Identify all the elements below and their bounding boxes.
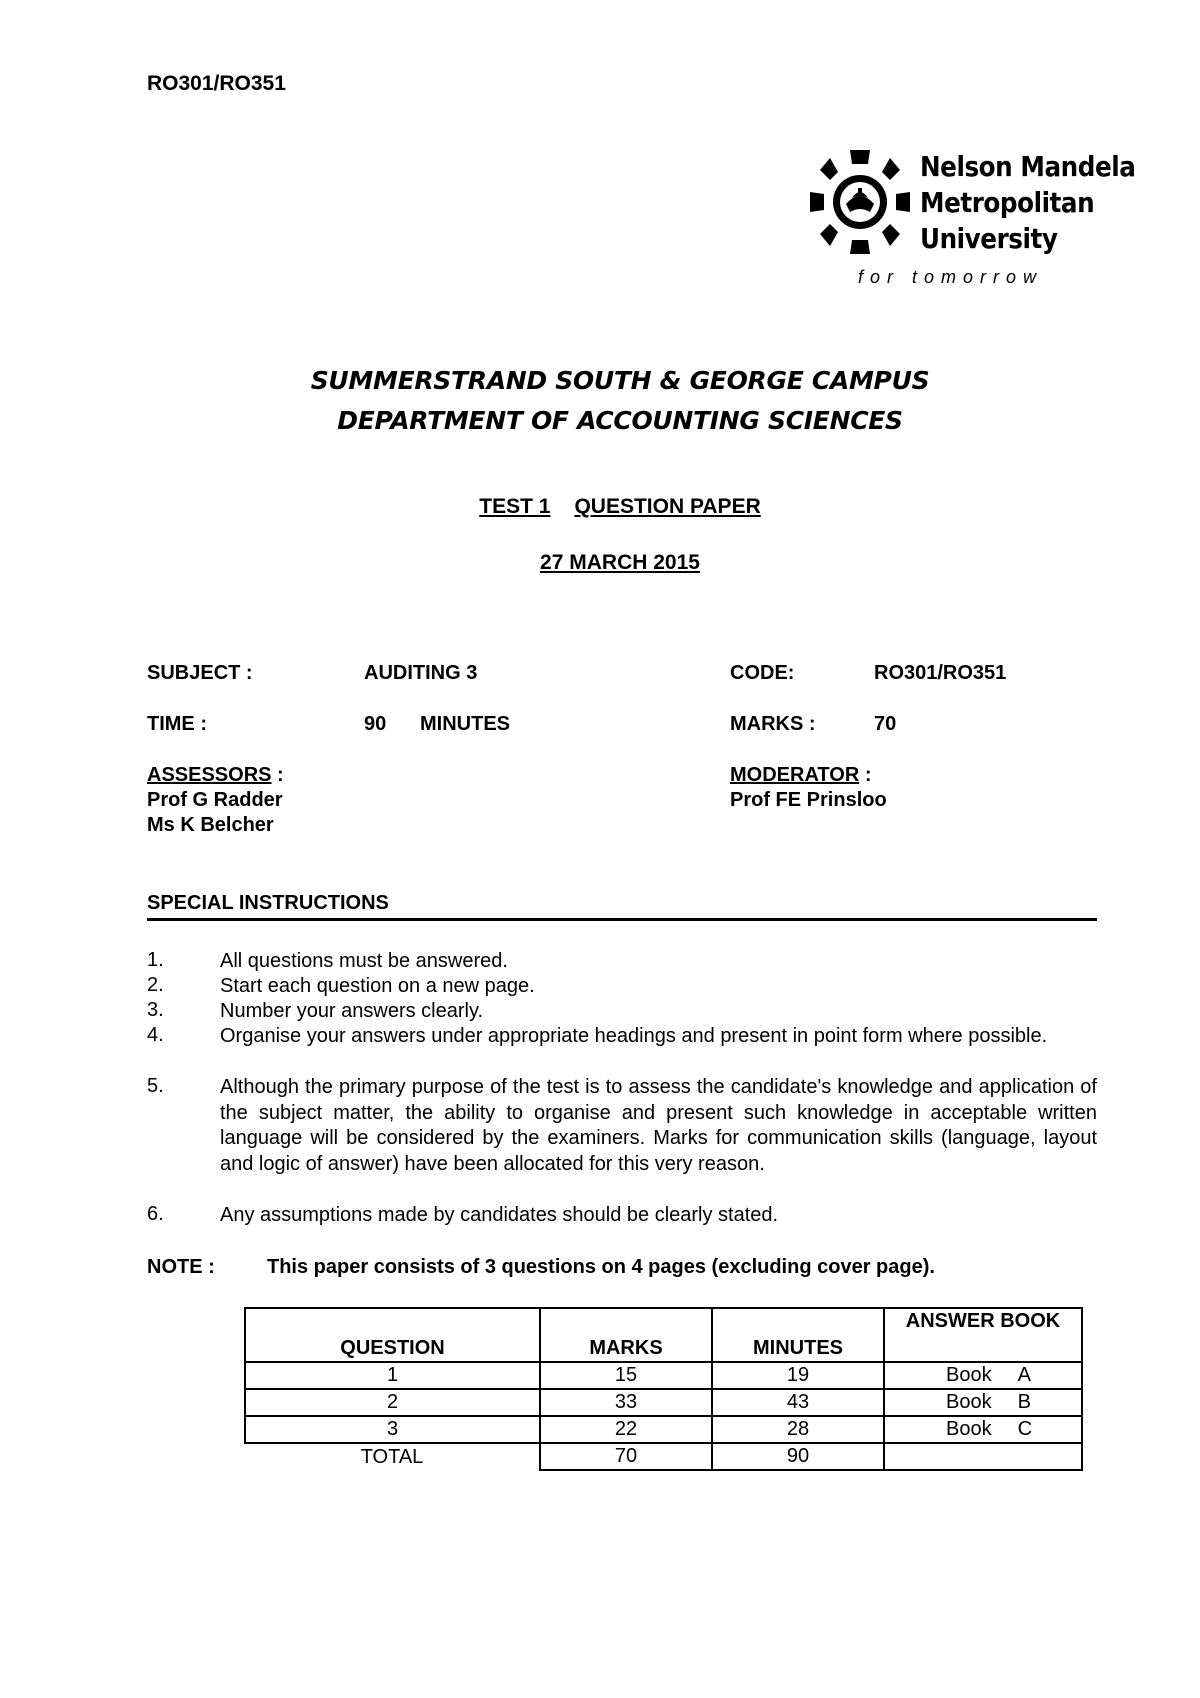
logo-line-3: University — [920, 222, 1058, 255]
marks-cell: 33 — [540, 1389, 712, 1416]
marks-column-header: MARKS — [540, 1308, 712, 1362]
book-word: Book — [946, 1418, 992, 1440]
department-heading: DEPARTMENT OF ACCOUNTING SCIENCES — [337, 406, 903, 435]
test-title — [0, 495, 1200, 519]
moderator-name: Prof FE Prinsloo — [730, 789, 887, 811]
total-label: TOTAL — [360, 1445, 424, 1468]
total-marks: 70 — [540, 1443, 712, 1470]
instruction-text: Any assumptions made by candidates should be clearly stated. — [220, 1204, 779, 1226]
paper-code-header: RO301/RO351 — [147, 72, 286, 95]
section-divider — [147, 918, 1097, 921]
test-paper-type: QUESTION PAPER — [574, 495, 761, 518]
note-label: NOTE : — [147, 1256, 215, 1278]
logo-line-1: Nelson Mandela — [920, 150, 1136, 183]
marks-cell: 22 — [540, 1416, 712, 1443]
answer-book-column-header: ANSWER BOOK — [884, 1308, 1082, 1362]
note-text: This paper consists of 3 questions on 4 pages (excluding cover page). — [267, 1256, 935, 1278]
instruction-text: Start each question on a new page. — [220, 975, 535, 997]
university-logo — [810, 145, 1136, 295]
answer-book-cell — [884, 1362, 1082, 1389]
time-label: TIME : — [147, 713, 207, 735]
table-total-row — [245, 1443, 1082, 1470]
assessors-label: ASSESSORS — [147, 764, 272, 786]
test-date-text: 27 MARCH 2015 — [540, 551, 700, 574]
test-number: TEST 1 — [479, 495, 551, 518]
instruction-text: All questions must be answered. — [220, 950, 508, 972]
minutes-cell: 43 — [712, 1389, 884, 1416]
moderator-colon: : — [859, 764, 872, 786]
question-cell: 3 — [245, 1416, 540, 1443]
assessors-heading — [147, 764, 284, 787]
moderator-heading — [730, 764, 871, 787]
logo-line-2: Metropolitan — [920, 186, 1095, 219]
campus-heading: SUMMERSTRAND SOUTH & GEORGE CAMPUS — [310, 366, 930, 395]
code-label: CODE: — [730, 662, 795, 684]
moderator-label: MODERATOR — [730, 764, 860, 786]
question-cell: 2 — [245, 1389, 540, 1416]
table-row — [245, 1389, 1082, 1416]
marks-allocation-table — [244, 1307, 1083, 1471]
instruction-text: Although the primary purpose of the test is to assess the candidate's knowledge and application of the subject matter, the ability to organise and present such knowledge in acceptable written language will be considered by the examiners. Marks for communication skills (language, layout and logic of answer) have been allocated for this very reason. — [220, 1076, 1097, 1175]
table-row — [245, 1362, 1082, 1389]
total-answer-book — [884, 1443, 1082, 1470]
instruction-number: 2. — [147, 974, 164, 996]
table-header-row — [245, 1308, 1082, 1362]
table-row — [245, 1416, 1082, 1443]
test-date — [0, 551, 1200, 575]
book-word: Book — [946, 1391, 992, 1413]
instruction-text: Number your answers clearly. — [220, 1000, 484, 1022]
minutes-cell: 19 — [712, 1362, 884, 1389]
special-instructions-title: SPECIAL INSTRUCTIONS — [147, 892, 389, 914]
book-letter: C — [1017, 1418, 1033, 1440]
instruction-text: Organise your answers under appropriate headings and present in point form where possible. — [220, 1025, 1048, 1047]
answer-book-cell — [884, 1389, 1082, 1416]
logo-tagline: for tomorrow — [858, 267, 1044, 287]
instruction-number: 3. — [147, 999, 164, 1021]
marks-value: 70 — [874, 713, 897, 735]
book-word: Book — [946, 1364, 992, 1386]
answer-book-cell — [884, 1416, 1082, 1443]
minutes-column-header: MINUTES — [712, 1308, 884, 1362]
assessor-name: Prof G Radder — [147, 789, 283, 811]
time-unit: MINUTES — [420, 713, 510, 735]
time-value: 90 — [364, 713, 387, 735]
subject-label: SUBJECT : — [147, 662, 253, 684]
marks-cell: 15 — [540, 1362, 712, 1389]
book-letter: B — [1017, 1391, 1031, 1413]
minutes-cell: 28 — [712, 1416, 884, 1443]
instruction-number: 6. — [147, 1203, 164, 1225]
instruction-number: 5. — [147, 1075, 164, 1097]
question-cell: 1 — [245, 1362, 540, 1389]
total-minutes: 90 — [712, 1443, 884, 1470]
book-letter: A — [1017, 1364, 1031, 1386]
marks-label: MARKS : — [730, 713, 816, 735]
assessor-name: Ms K Belcher — [147, 814, 274, 836]
question-column-header: QUESTION — [245, 1308, 540, 1362]
assessors-colon: : — [271, 764, 284, 786]
subject-value: AUDITING 3 — [364, 662, 478, 684]
instruction-number: 4. — [147, 1024, 164, 1046]
code-value: RO301/RO351 — [874, 662, 1007, 684]
instruction-number: 1. — [147, 949, 164, 971]
